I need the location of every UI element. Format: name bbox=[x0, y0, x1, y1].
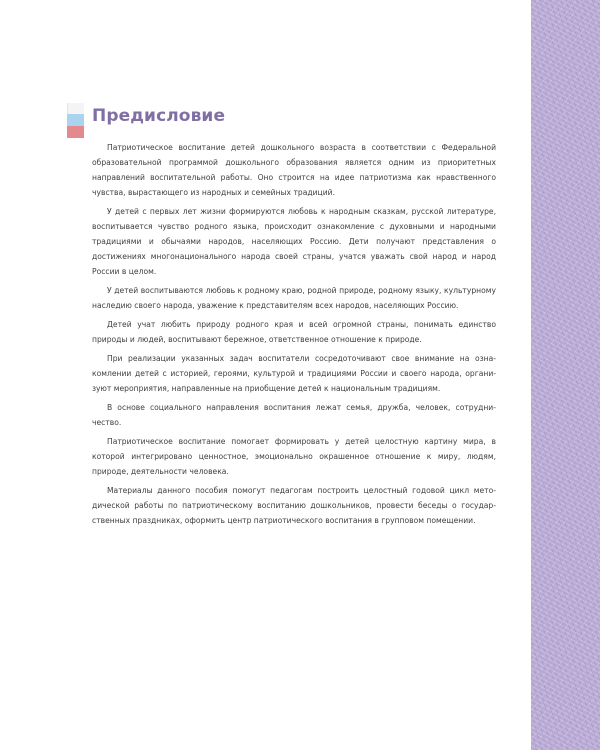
paragraph: В основе социального направления воспитания лежат семья, дружба, человек, сотрудничество. bbox=[92, 403, 496, 427]
flag-blue-band bbox=[67, 114, 84, 126]
paragraph: Материалы данного пособия помогут педагогам построить целостный годовой цикл методической работы по патриотическому воспитанию дошкольников, провести беседы о государственных праздниках, оформить центр патриотического воспитания в групповом помещении. bbox=[92, 486, 496, 525]
paragraph: Патриотическое воспитание помогает формировать у детей целостную картину мира, в которой интегрировано ценностное, эмоционально окрашенное отношение к миру, людям, природе, деятельности человека. bbox=[92, 437, 496, 476]
preface-body bbox=[92, 140, 496, 532]
paragraph: Патриотическое воспитание детей дошкольного возраста в соответствии с Федеральной образовательной программой дошкольного образования является одним из приоритетных направлений воспитательной работы. Оно строится на идее патриотизма как нравственного чувства, вырастающего из народных и семейных традиций. bbox=[92, 143, 496, 197]
russian-flag-icon bbox=[67, 103, 84, 138]
flag-red-band bbox=[67, 126, 84, 138]
paragraph: У детей воспитываются любовь к родному краю, родной природе, родному языку, культурному наследию своего народа, уважение к представителям всех народов, населяющих Россию. bbox=[92, 286, 496, 310]
flag-white-band bbox=[67, 103, 84, 114]
paragraph: При реализации указанных задач воспитатели сосредоточивают свое внимание на ознакомлении детей с историей, героями, культурой и традициями России и своего народа, организуют мероприятия, направленные на приобщение детей к национальным традициям. bbox=[92, 354, 496, 393]
paragraph: Детей учат любить природу родного края и всей огромной страны, понимать единство природы и людей, воспитывают бережное, ответственное отношение к природе. bbox=[92, 320, 496, 344]
page-title: Предисловие bbox=[92, 106, 226, 126]
paragraph: У детей с первых лет жизни формируются любовь к народным сказкам, русской литературе, воспитывается чувство родного языка, происходит ознакомление с духовными и народными традициями и обычаями народов, населяющих Россию. Дети получают представления о достижениях многонационального народа своей страны, учатся уважать свой народ и народ России в целом. bbox=[92, 207, 496, 276]
decorative-side-stripe bbox=[531, 0, 600, 750]
